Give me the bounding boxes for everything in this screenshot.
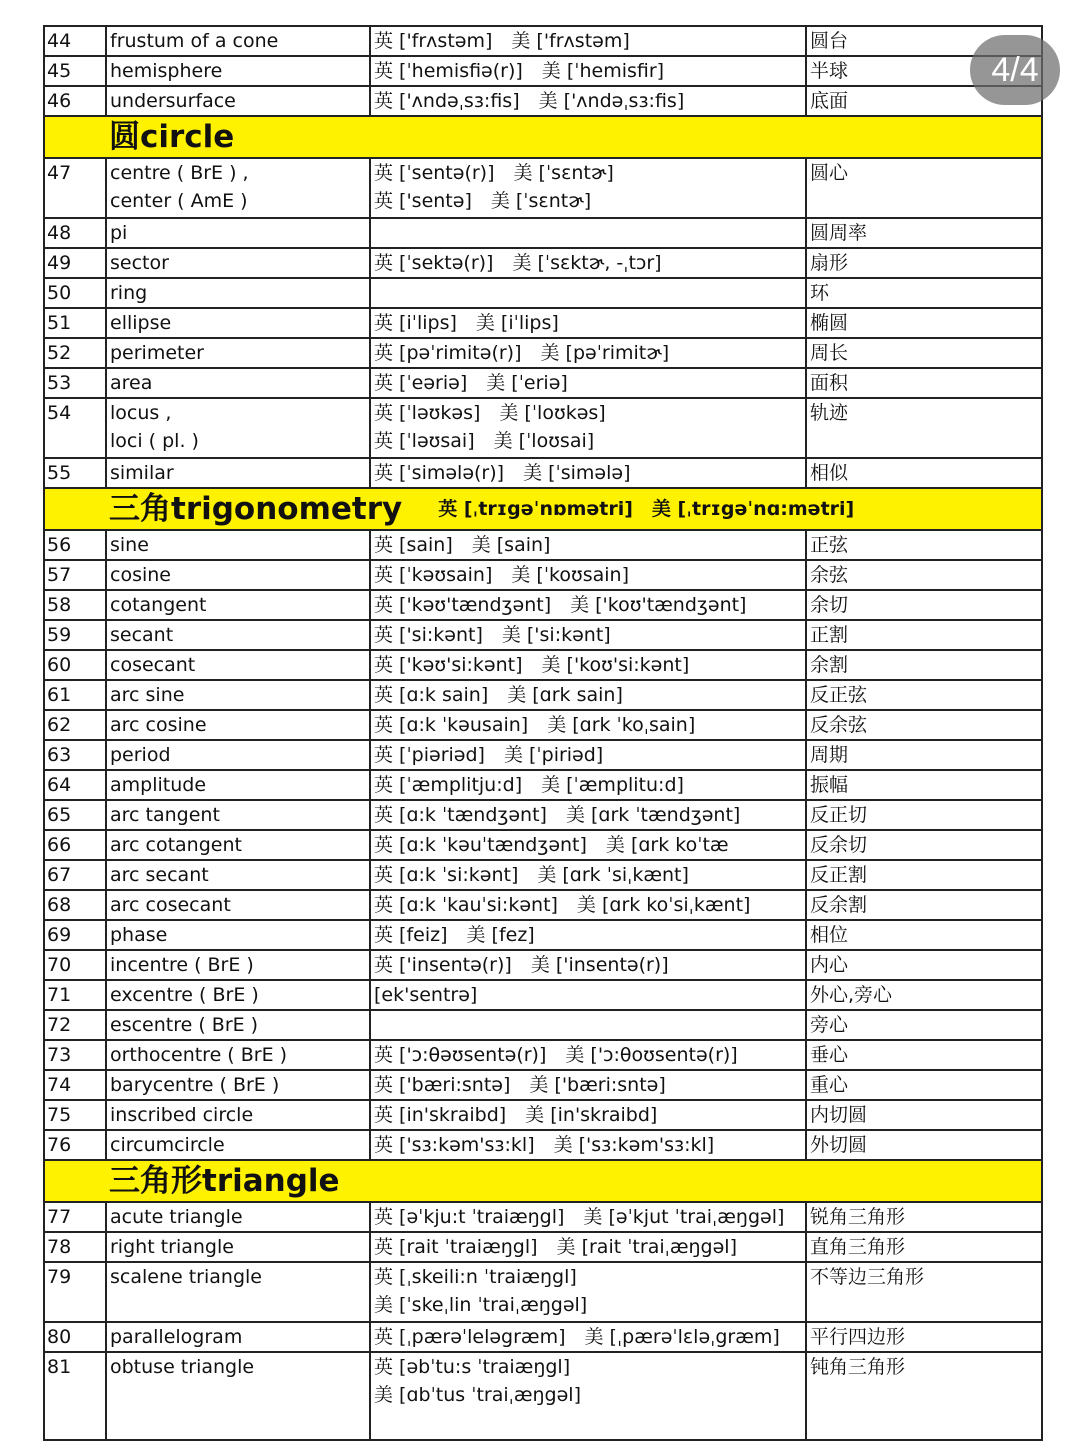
chinese-meaning: 不等边三角形 [806,1262,1042,1322]
row-number: 54 [44,398,106,458]
chinese-meaning: 直角三角形 [806,1232,1042,1262]
english-term-line: area [110,372,153,394]
pronunciation [370,830,806,860]
english-term [106,800,370,830]
english-term-line: right triangle [110,1236,234,1258]
row-number: 64 [44,770,106,800]
pronunciation-line: 英 ['ʌndəˌsɜ:fis] 美 ['ʌndəˌsɜ:fis] [374,90,685,112]
english-term [106,1352,370,1440]
table-row [44,530,1042,560]
table-row [44,950,1042,980]
english-term-line: centre ( BrE ) , [110,162,249,184]
row-number: 56 [44,530,106,560]
pronunciation [370,1202,806,1232]
english-term [106,1322,370,1352]
english-term-line: cosecant [110,654,196,676]
english-term-line: parallelogram [110,1326,243,1348]
pronunciation [370,1232,806,1262]
english-term-line: arc cotangent [110,834,242,856]
chinese-meaning: 环 [806,278,1042,308]
english-term-line: cosine [110,564,171,586]
pronunciation [370,1322,806,1352]
pronunciation [370,26,806,56]
table-row [44,26,1042,56]
english-term [106,1040,370,1070]
english-term-line: barycentre ( BrE ) [110,1074,280,1096]
pronunciation-line: 英 [ˈləʊsai] 美 [ˈloʊsai] [374,430,595,452]
pronunciation-line: 英 ['sentə] 美 [ˈsɛntɚ] [374,190,592,212]
pronunciation-line: 英 [ɑ:k ˈkauˈsi:kənt] 美 [ɑrk koˈsiˌkænt] [374,894,751,916]
row-number: 47 [44,158,106,218]
pronunciation [370,458,806,488]
pronunciation [370,530,806,560]
chinese-meaning: 余切 [806,590,1042,620]
table-row [44,308,1042,338]
chinese-meaning: 锐角三角形 [806,1202,1042,1232]
table-row [44,248,1042,278]
table-row [44,1262,1042,1322]
pronunciation-line: 英 [sain] 美 [sain] [374,534,551,556]
vocabulary-sheet [43,25,1041,1441]
english-term [106,620,370,650]
row-number: 72 [44,1010,106,1040]
english-term [106,1130,370,1160]
pronunciation [370,650,806,680]
table-row [44,398,1042,458]
chinese-meaning: 椭圆 [806,308,1042,338]
chinese-meaning: 内切圆 [806,1100,1042,1130]
row-number: 63 [44,740,106,770]
row-number: 49 [44,248,106,278]
section-header-cell [44,488,1042,530]
table-row [44,1202,1042,1232]
row-number: 66 [44,830,106,860]
pronunciation [370,338,806,368]
table-row [44,770,1042,800]
table-row [44,1232,1042,1262]
pronunciation [370,368,806,398]
pronunciation [370,86,806,116]
english-term [106,338,370,368]
row-number: 70 [44,950,106,980]
section-title: 三角trigonometry [109,491,403,527]
table-row [44,920,1042,950]
chinese-meaning: 反余割 [806,890,1042,920]
chinese-meaning: 扇形 [806,248,1042,278]
section-header [44,1160,1042,1202]
row-number: 79 [44,1262,106,1322]
english-term-line: frustum of a cone [110,30,279,52]
chinese-meaning: 余弦 [806,560,1042,590]
table-row [44,56,1042,86]
english-term-line: obtuse triangle [110,1356,255,1378]
table-row [44,368,1042,398]
section-title: 三角形triangle [109,1163,340,1199]
pronunciation-line: 英 [ˌskeili:n ˈtraiæŋgl] [374,1266,577,1288]
pronunciation-line: 英 [ˈsimələ(r)] 美 [ˈsimələ] [374,462,631,484]
chinese-meaning: 面积 [806,368,1042,398]
table-row [44,278,1042,308]
table-row [44,800,1042,830]
english-term-line: scalene triangle [110,1266,262,1288]
pronunciation [370,1262,806,1322]
english-term [106,890,370,920]
english-term [106,56,370,86]
english-term-line: acute triangle [110,1206,243,1228]
row-number: 61 [44,680,106,710]
english-term-line: secant [110,624,174,646]
row-number: 78 [44,1232,106,1262]
english-term [106,560,370,590]
table-row [44,1010,1042,1040]
pronunciation [370,800,806,830]
table-row [44,458,1042,488]
row-number: 60 [44,650,106,680]
pronunciation [370,1070,806,1100]
english-term [106,398,370,458]
row-number: 76 [44,1130,106,1160]
english-term-line: arc cosine [110,714,207,736]
english-term [106,86,370,116]
english-term-line: arc cosecant [110,894,231,916]
pronunciation [370,218,806,248]
pronunciation-line: 英 [ˈeəriə] 美 [ˈeriə] [374,372,568,394]
pronunciation [370,740,806,770]
pronunciation [370,770,806,800]
english-term [106,860,370,890]
row-number: 77 [44,1202,106,1232]
chinese-meaning: 重心 [806,1070,1042,1100]
english-term [106,278,370,308]
chinese-meaning: 相位 [806,920,1042,950]
pronunciation-line: 英 ['sɜ:kəm'sɜ:kl] 美 ['sɜ:kəm'sɜ:kl] [374,1134,715,1156]
row-number: 67 [44,860,106,890]
chinese-meaning: 垂心 [806,1040,1042,1070]
row-number: 73 [44,1040,106,1070]
table-row [44,620,1042,650]
pronunciation-line: 英 ['ɔ:θəʊsentə(r)] 美 ['ɔ:θoʊsentə(r)] [374,1044,738,1066]
pronunciation-line: 英 [ˌpærəˈleləgræm] 美 [ˌpærəˈlɛləˌgræm] [374,1326,780,1348]
english-term-line: sector [110,252,169,274]
table-row [44,830,1042,860]
pronunciation [370,890,806,920]
table-row [44,86,1042,116]
english-term-line: arc tangent [110,804,220,826]
pronunciation [370,1010,806,1040]
pronunciation [370,920,806,950]
english-term [106,308,370,338]
pronunciation [370,560,806,590]
english-term [106,1232,370,1262]
chinese-meaning: 外心,旁心 [806,980,1042,1010]
english-term-line: amplitude [110,774,207,796]
english-term-line: incentre ( BrE ) [110,954,254,976]
english-term [106,980,370,1010]
english-term [106,590,370,620]
pronunciation-line: 英 ['insentə(r)] 美 ['insentə(r)] [374,954,669,976]
row-number: 46 [44,86,106,116]
pronunciation [370,590,806,620]
pronunciation [370,1040,806,1070]
table-row [44,650,1042,680]
english-term [106,530,370,560]
chinese-meaning: 圆台 [806,26,1042,56]
english-term-line: period [110,744,171,766]
english-term [106,770,370,800]
chinese-meaning: 反正切 [806,800,1042,830]
pronunciation-line: [ek'sentrə] [374,984,478,1006]
table-row [44,980,1042,1010]
pronunciation-line: 英 [əbˈtu:s ˈtraiæŋgl] [374,1356,571,1378]
table-row [44,1352,1042,1440]
chinese-meaning: 钝角三角形 [806,1352,1042,1440]
english-term [106,1100,370,1130]
english-term [106,740,370,770]
row-number: 50 [44,278,106,308]
pronunciation-line: 英 ['kəʊ'tændʒənt] 美 ['koʊ'tændʒənt] [374,594,747,616]
pronunciation-line: 英 [əˈkju:t ˈtraiæŋgl] 美 [əˈkjut ˈtraiˌæŋgəl] [374,1206,785,1228]
chinese-meaning: 振幅 [806,770,1042,800]
english-term [106,1202,370,1232]
table-row [44,710,1042,740]
pronunciation [370,980,806,1010]
row-number: 45 [44,56,106,86]
english-term [106,458,370,488]
section-header-cell [44,1160,1042,1202]
row-number: 81 [44,1352,106,1440]
row-number: 55 [44,458,106,488]
chinese-meaning: 反正割 [806,860,1042,890]
row-number: 74 [44,1070,106,1100]
chinese-meaning: 正割 [806,620,1042,650]
section-phonetic: 英 [ˌtrɪgəˈnɒmətri] 美 [ˌtrɪgəˈnɑ:mətri] [438,498,855,520]
chinese-meaning: 反余弦 [806,710,1042,740]
table-row [44,1322,1042,1352]
english-term [106,368,370,398]
row-number: 69 [44,920,106,950]
row-number: 52 [44,338,106,368]
english-term-line: similar [110,462,174,484]
row-number: 58 [44,590,106,620]
pronunciation [370,1130,806,1160]
english-term-line: phase [110,924,168,946]
english-term-line: circumcircle [110,1134,225,1156]
row-number: 48 [44,218,106,248]
pronunciation-line: 美 [ˈskeˌlin ˈtraiˌæŋgəl] [374,1294,588,1316]
english-term-line: hemisphere [110,60,223,82]
pronunciation-line: 英 [ˈsektə(r)] 美 [ˈsɛktɚ, -ˌtɔr] [374,252,662,274]
chinese-meaning: 底面 [806,86,1042,116]
pronunciation-line: 英 ['bæri:sntə] 美 ['bæri:sntə] [374,1074,666,1096]
english-term [106,680,370,710]
pronunciation-line: 英 [ˈkəʊsain] 美 [ˈkoʊsain] [374,564,630,586]
chinese-meaning: 旁心 [806,1010,1042,1040]
pronunciation-line: 英 [ˈsentə(r)] 美 [ˈsɛntɚ] [374,162,614,184]
english-term [106,650,370,680]
pronunciation [370,680,806,710]
pronunciation-line: 英 [rait ˈtraiæŋgl] 美 [rait ˈtraiˌæŋgəl] [374,1236,737,1258]
vocabulary-table-body [44,26,1042,1440]
row-number: 51 [44,308,106,338]
english-term [106,1010,370,1040]
english-term [106,1070,370,1100]
row-number: 75 [44,1100,106,1130]
pronunciation-line: 英 ['si:kənt] 美 ['si:kənt] [374,624,611,646]
row-number: 62 [44,710,106,740]
english-term [106,218,370,248]
english-term-line: undersurface [110,90,236,112]
english-term-line: arc sine [110,684,185,706]
table-row [44,680,1042,710]
english-term-line: perimeter [110,342,204,364]
pronunciation [370,56,806,86]
table-row [44,860,1042,890]
chinese-meaning: 平行四边形 [806,1322,1042,1352]
chinese-meaning: 半球 [806,56,1042,86]
pronunciation-line: 英 [ɑ:k ˈsi:kənt] 美 [ɑrk ˈsiˌkænt] [374,864,689,886]
table-row [44,158,1042,218]
row-number: 71 [44,980,106,1010]
table-row [44,1130,1042,1160]
pronunciation [370,1100,806,1130]
table-row [44,1070,1042,1100]
english-term [106,920,370,950]
pronunciation-line: 英 [ˈæmplitju:d] 美 [ˈæmplitu:d] [374,774,684,796]
chinese-meaning: 周期 [806,740,1042,770]
chinese-meaning: 余割 [806,650,1042,680]
pronunciation [370,278,806,308]
row-number: 57 [44,560,106,590]
english-term-line: locus , [110,402,172,424]
english-term [106,248,370,278]
page-indicator: 4/4 [970,35,1060,105]
chinese-meaning: 轨迹 [806,398,1042,458]
section-header-cell [44,116,1042,158]
chinese-meaning: 反余切 [806,830,1042,860]
chinese-meaning: 外切圆 [806,1130,1042,1160]
row-number: 44 [44,26,106,56]
pronunciation-line: 英 [ɑ:k ˈkəuˈtændʒənt] 美 [ɑrk koˈtæ [374,834,729,856]
pronunciation-line: 英 [iˈlips] 美 [iˈlips] [374,312,559,334]
table-row [44,1100,1042,1130]
pronunciation [370,1352,806,1440]
table-row [44,890,1042,920]
english-term-line: orthocentre ( BrE ) [110,1044,288,1066]
pronunciation-line: 英 [ɑ:k ˈkəusain] 美 [ɑrk ˈkoˌsain] [374,714,696,736]
section-title: 圆circle [109,119,235,155]
english-term-line: center ( AmE ) [110,190,248,212]
english-term [106,158,370,218]
pronunciation-line: 英 [ˈləʊkəs] 美 [ˈloʊkəs] [374,402,606,424]
english-term [106,950,370,980]
section-header [44,116,1042,158]
table-row [44,218,1042,248]
chinese-meaning: 圆周率 [806,218,1042,248]
pronunciation-line: 英 [in'skraibd] 美 [in'skraibd] [374,1104,658,1126]
section-header [44,488,1042,530]
english-term-line: cotangent [110,594,207,616]
chinese-meaning: 正弦 [806,530,1042,560]
english-term-line: inscribed circle [110,1104,254,1126]
pronunciation-line: 美 [ɑbˈtus ˈtraiˌæŋgəl] [374,1384,581,1406]
chinese-meaning: 周长 [806,338,1042,368]
chinese-meaning: 相似 [806,458,1042,488]
pronunciation [370,950,806,980]
row-number: 68 [44,890,106,920]
pronunciation-line: 英 [ˈpiəriəd] 美 [ˈpiriəd] [374,744,604,766]
pronunciation-line: 英 [ɑ:k ˈtændʒənt] 美 [ɑrk ˈtændʒənt] [374,804,741,826]
english-term-line: pi [110,222,128,244]
english-term-line: excentre ( BrE ) [110,984,259,1006]
english-term-line: escentre ( BrE ) [110,1014,259,1036]
english-term-line: ring [110,282,148,304]
english-term [106,26,370,56]
english-term [106,830,370,860]
table-row [44,740,1042,770]
english-term-line: arc secant [110,864,209,886]
pronunciation [370,710,806,740]
pronunciation-line: 英 [feiz] 美 [fez] [374,924,535,946]
vocabulary-table [43,25,1043,1441]
pronunciation-line: 英 [ɑ:k sain] 美 [ɑrk sain] [374,684,623,706]
table-row [44,560,1042,590]
table-row [44,338,1042,368]
row-number: 53 [44,368,106,398]
row-number: 59 [44,620,106,650]
pronunciation [370,398,806,458]
chinese-meaning: 圆心 [806,158,1042,218]
pronunciation [370,158,806,218]
english-term-line: loci ( pl. ) [110,430,199,452]
pronunciation [370,860,806,890]
pronunciation-line: 英 ['kəʊ'si:kənt] 美 ['koʊ'si:kənt] [374,654,690,676]
table-row [44,1040,1042,1070]
english-term [106,1262,370,1322]
pronunciation-line: 英 [ˈhemisfiə(r)] 美 [ˈhemisfir] [374,60,665,82]
english-term-line: sine [110,534,149,556]
pronunciation [370,620,806,650]
pronunciation-line: 英 [pəˈrimitə(r)] 美 [pəˈrimitɚ] [374,342,670,364]
row-number: 65 [44,800,106,830]
pronunciation-line: 英 ['frʌstəm] 美 ['frʌstəm] [374,30,630,52]
chinese-meaning: 反正弦 [806,680,1042,710]
english-term [106,710,370,740]
table-row [44,590,1042,620]
chinese-meaning: 内心 [806,950,1042,980]
pronunciation [370,248,806,278]
row-number: 80 [44,1322,106,1352]
english-term-line: ellipse [110,312,172,334]
pronunciation [370,308,806,338]
